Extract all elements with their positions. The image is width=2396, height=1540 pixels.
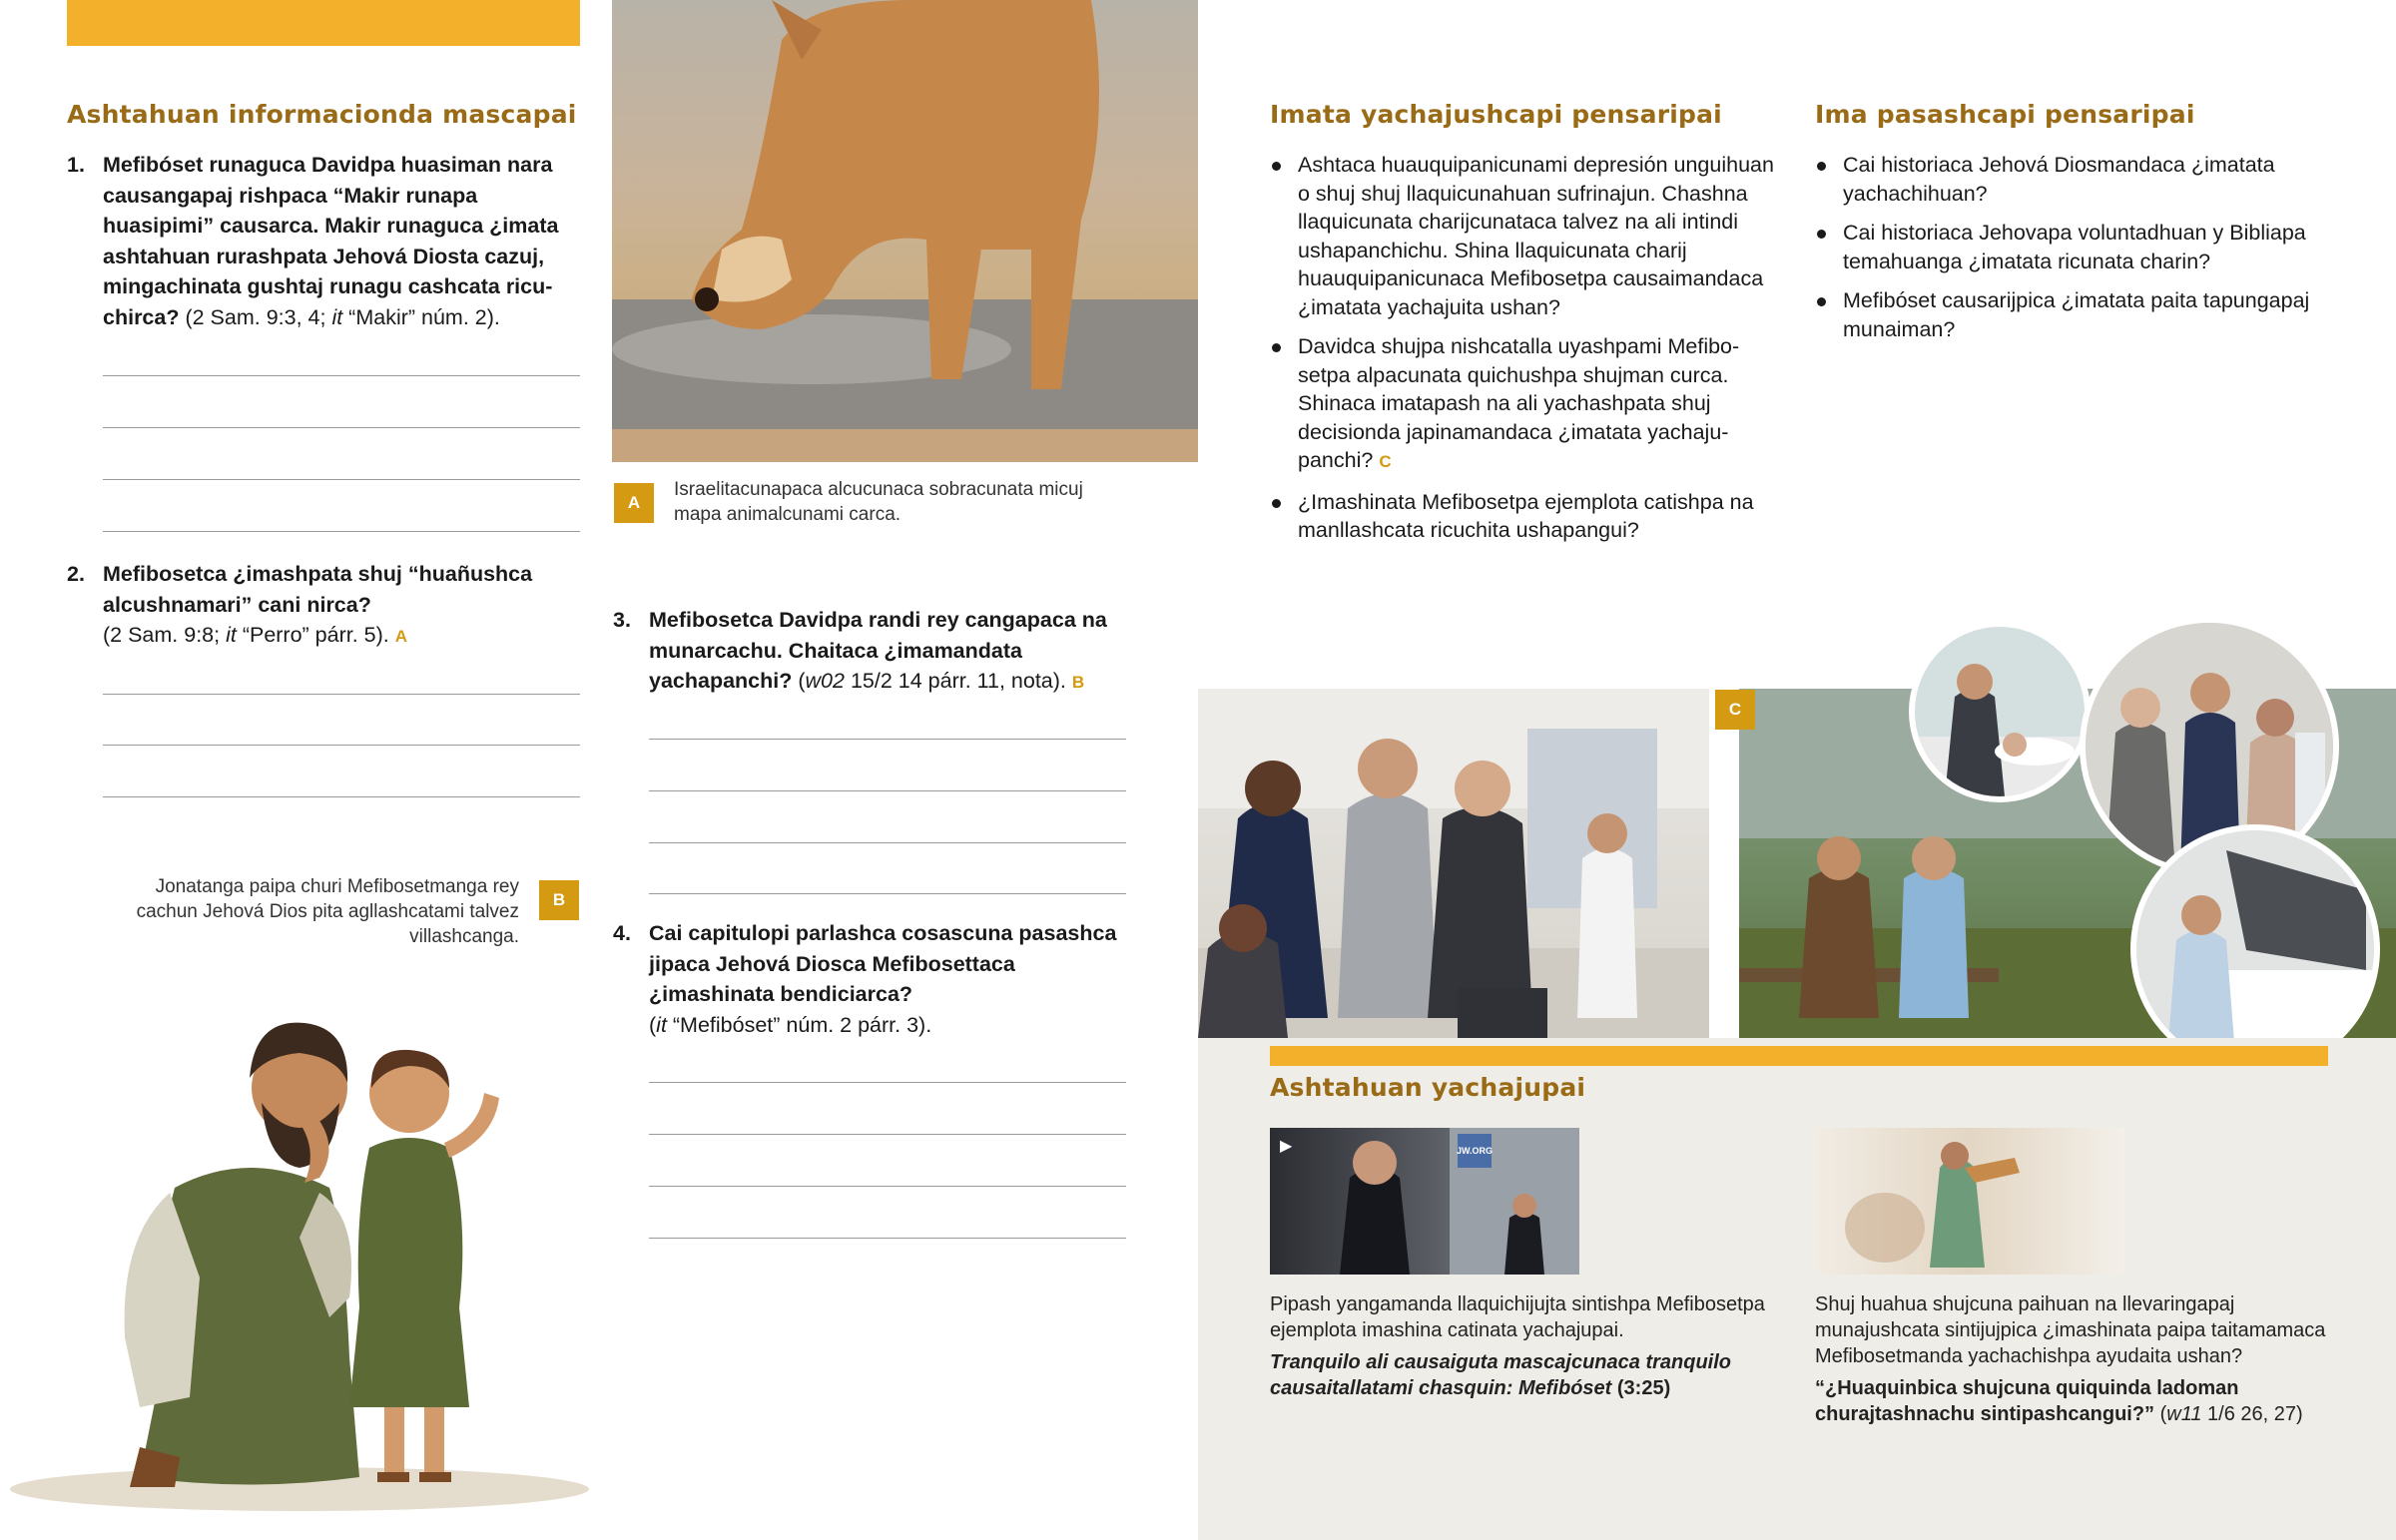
list-item-text: Cai historiaca Jehová Diosmandaca ¿imatata yachachihuan? [1843,153,2275,206]
answer-line[interactable] [649,1082,1126,1083]
answer-line[interactable] [103,375,580,376]
article-2-title[interactable]: “¿Huaquinbica shujcuna quiquinda ladoman churajtashnachu sintipashcangui?” [1815,1377,2239,1425]
video-thumbnail-1[interactable] [1270,1128,1579,1275]
answer-line[interactable] [103,531,580,532]
video-1-timecode: (3:25) [1611,1377,1671,1399]
picture-tag: C [1379,452,1392,471]
picture-caption-b: Jonatanga paipa churi Mefibosetmanga rey cachun Jehová Dios pita agllashcatami talvez villashcanga. [136,876,519,947]
list-item-text: Davidca shujpa nishcatalla uyashpami Mefibosetpa alpacunata quichushpa shujman curca. Shinaca imatapash na ali yachashpata shuj decisionda japinamandaca ¿imatata yachajupanchi? [1298,334,1740,472]
list-item [1815,286,2314,343]
reference-italic: w11 [2166,1403,2202,1425]
list-item [1270,151,1779,321]
answer-line[interactable] [103,427,580,428]
list-item-text: ¿Imashinata Mefibosetpa ejemplota catishpa na manllashcata ricuchita ushapangui? [1298,489,1754,542]
picture-caption-a: Israelitacunapaca alcucunaca sobracunata micuj mapa animalcunami carca. [674,479,1083,525]
list-item [1815,151,2314,208]
list-item [1270,488,1779,545]
photo-hospital-visit [1909,621,2091,802]
question-1 [67,150,586,332]
reference-part: “Makir” núm. 2). [342,304,500,329]
question-text: Mefibosetca ¿imashpata shuj “huañushca alcushnamari” cani nirca? [103,562,533,617]
picture-tag: B [1071,673,1085,692]
question-number: 2. [67,562,85,586]
reference-part: “Mefibóset” núm. 2 párr. 3). [666,1012,932,1037]
list-item [1270,332,1779,477]
question-text: Mefibosetca Davidpa randi rey cangapaca na munarcachu. Chaitaca ¿imamandata yachapanchi? [649,608,1107,693]
question-3 [613,605,1132,699]
reference-part: ( [792,669,806,693]
picture-badge-c: C [1715,690,1755,730]
answer-line[interactable] [103,694,580,695]
section-heading-reflect-learned: Imata yachajushcapi pensaripai [1270,100,1722,129]
article-2-caption [1815,1291,2334,1427]
answer-line[interactable] [103,796,580,797]
reference-part: “Perro” párr. 5). [236,623,389,647]
list-item-text: Mefibóset causarijpica ¿imatata paita tapungapaj munaiman? [1843,288,2310,341]
reference-part: (2 Sam. 9:3, 4; [179,304,332,329]
photo-elders-meeting [1198,689,1709,1038]
question-text: Cai capitulopi parlashca cosascuna pasashca jipaca Jehová Diosca Mefibosettaca ¿imashinata bendiciarca? [649,921,1117,1006]
article-thumbnail-2[interactable] [1815,1128,2124,1275]
jw-org-logo: JW.ORG [1458,1134,1492,1168]
question-number: 3. [613,608,631,632]
section-heading-more-study: Ashtahuan yachajupai [1270,1073,1586,1102]
picture-tag: A [394,627,408,646]
play-icon[interactable]: ▶ [1280,1138,1293,1155]
question-2 [67,559,586,653]
picture-badge-a: A [614,483,654,523]
illustration-mefiboset-and-father [0,978,609,1517]
question-4 [613,918,1132,1040]
section-heading-reflect-events: Ima pasashcapi pensaripai [1815,100,2195,129]
reference-italic: it [331,304,343,329]
video-1-title[interactable]: Tranquilo ali causaiguta mascajcunaca tranquilo causaitallatami chasquin: Mefibóset [1270,1351,1731,1399]
picture-badge-b: B [539,880,579,920]
answer-line[interactable] [649,893,1126,894]
question-number: 4. [613,921,631,945]
video-1-description: Pipash yangamanda llaquichijujta sintishpa Mefibosetpa ejemplota imashina catinata yachajupai. [1270,1293,1765,1341]
article-2-description: Shuj huahua shujcuna paihuan na llevaringapaj munajushcata sintijujpica ¿imashinata paipa taitamamaca Mefibosetmanda yachachishpa ayudaita ushan? [1815,1293,2326,1367]
answer-line[interactable] [649,790,1126,791]
video-1-caption [1270,1291,1789,1401]
answer-line[interactable] [649,739,1126,740]
answer-line[interactable] [649,842,1126,843]
reference-part: (2 Sam. 9:8; [103,623,227,647]
reference-italic: it [226,623,237,647]
reflect-learned-list [1270,151,1779,556]
question-number: 1. [67,153,85,177]
photo-dog-drinking [612,0,1198,462]
answer-line[interactable] [649,1238,1126,1239]
reflect-events-list [1815,151,2314,354]
reference-part: 15/2 14 párr. 11, nota). [844,669,1066,693]
answer-line[interactable] [649,1134,1126,1135]
answer-line[interactable] [649,1186,1126,1187]
photo-car-repair [2130,824,2380,1074]
reference-italic: w02 [805,669,845,693]
more-study-accent-bar [1270,1046,2328,1066]
section-heading-more-info: Ashtahuan informacionda mascapai [67,100,577,129]
reference-part: 1/6 26, 27) [2201,1403,2303,1425]
answer-line[interactable] [103,745,580,746]
question-text: Mefibóset runaguca Davidpa huasiman nara causangapaj rishpaca “Makir runapa huasipimi” causarca. Makir runaguca ¿imata ashtahuan rurashpata Jehová Diosta cazuj, mingachinata gushtaj runagu cashcata ricuchirca? [103,153,559,329]
reference-italic: it [656,1012,667,1037]
reference-part: ( [2154,1403,2167,1425]
list-item-text: Cai historiaca Jehovapa voluntadhuan y Bibliapa temahuanga ¿imatata ricunata charin? [1843,221,2306,273]
top-accent-bar [67,0,580,46]
reference-part: ( [649,1012,657,1037]
list-item-text: Ashtaca huauquipanicunami depresión unguihuan o shuj shuj llaquicunahuan sufrinajun. Chashna llaquicunata charijcunataca talvez na ali intindi ushapanchichu. Shina llaquicunata charij huauquipanicunaca Mefibosetpa causaimandaca ¿imatata yachajuita ushan? [1298,153,1774,319]
list-item [1815,219,2314,275]
answer-line[interactable] [103,479,580,480]
more-study-panel [1198,1038,2396,1540]
